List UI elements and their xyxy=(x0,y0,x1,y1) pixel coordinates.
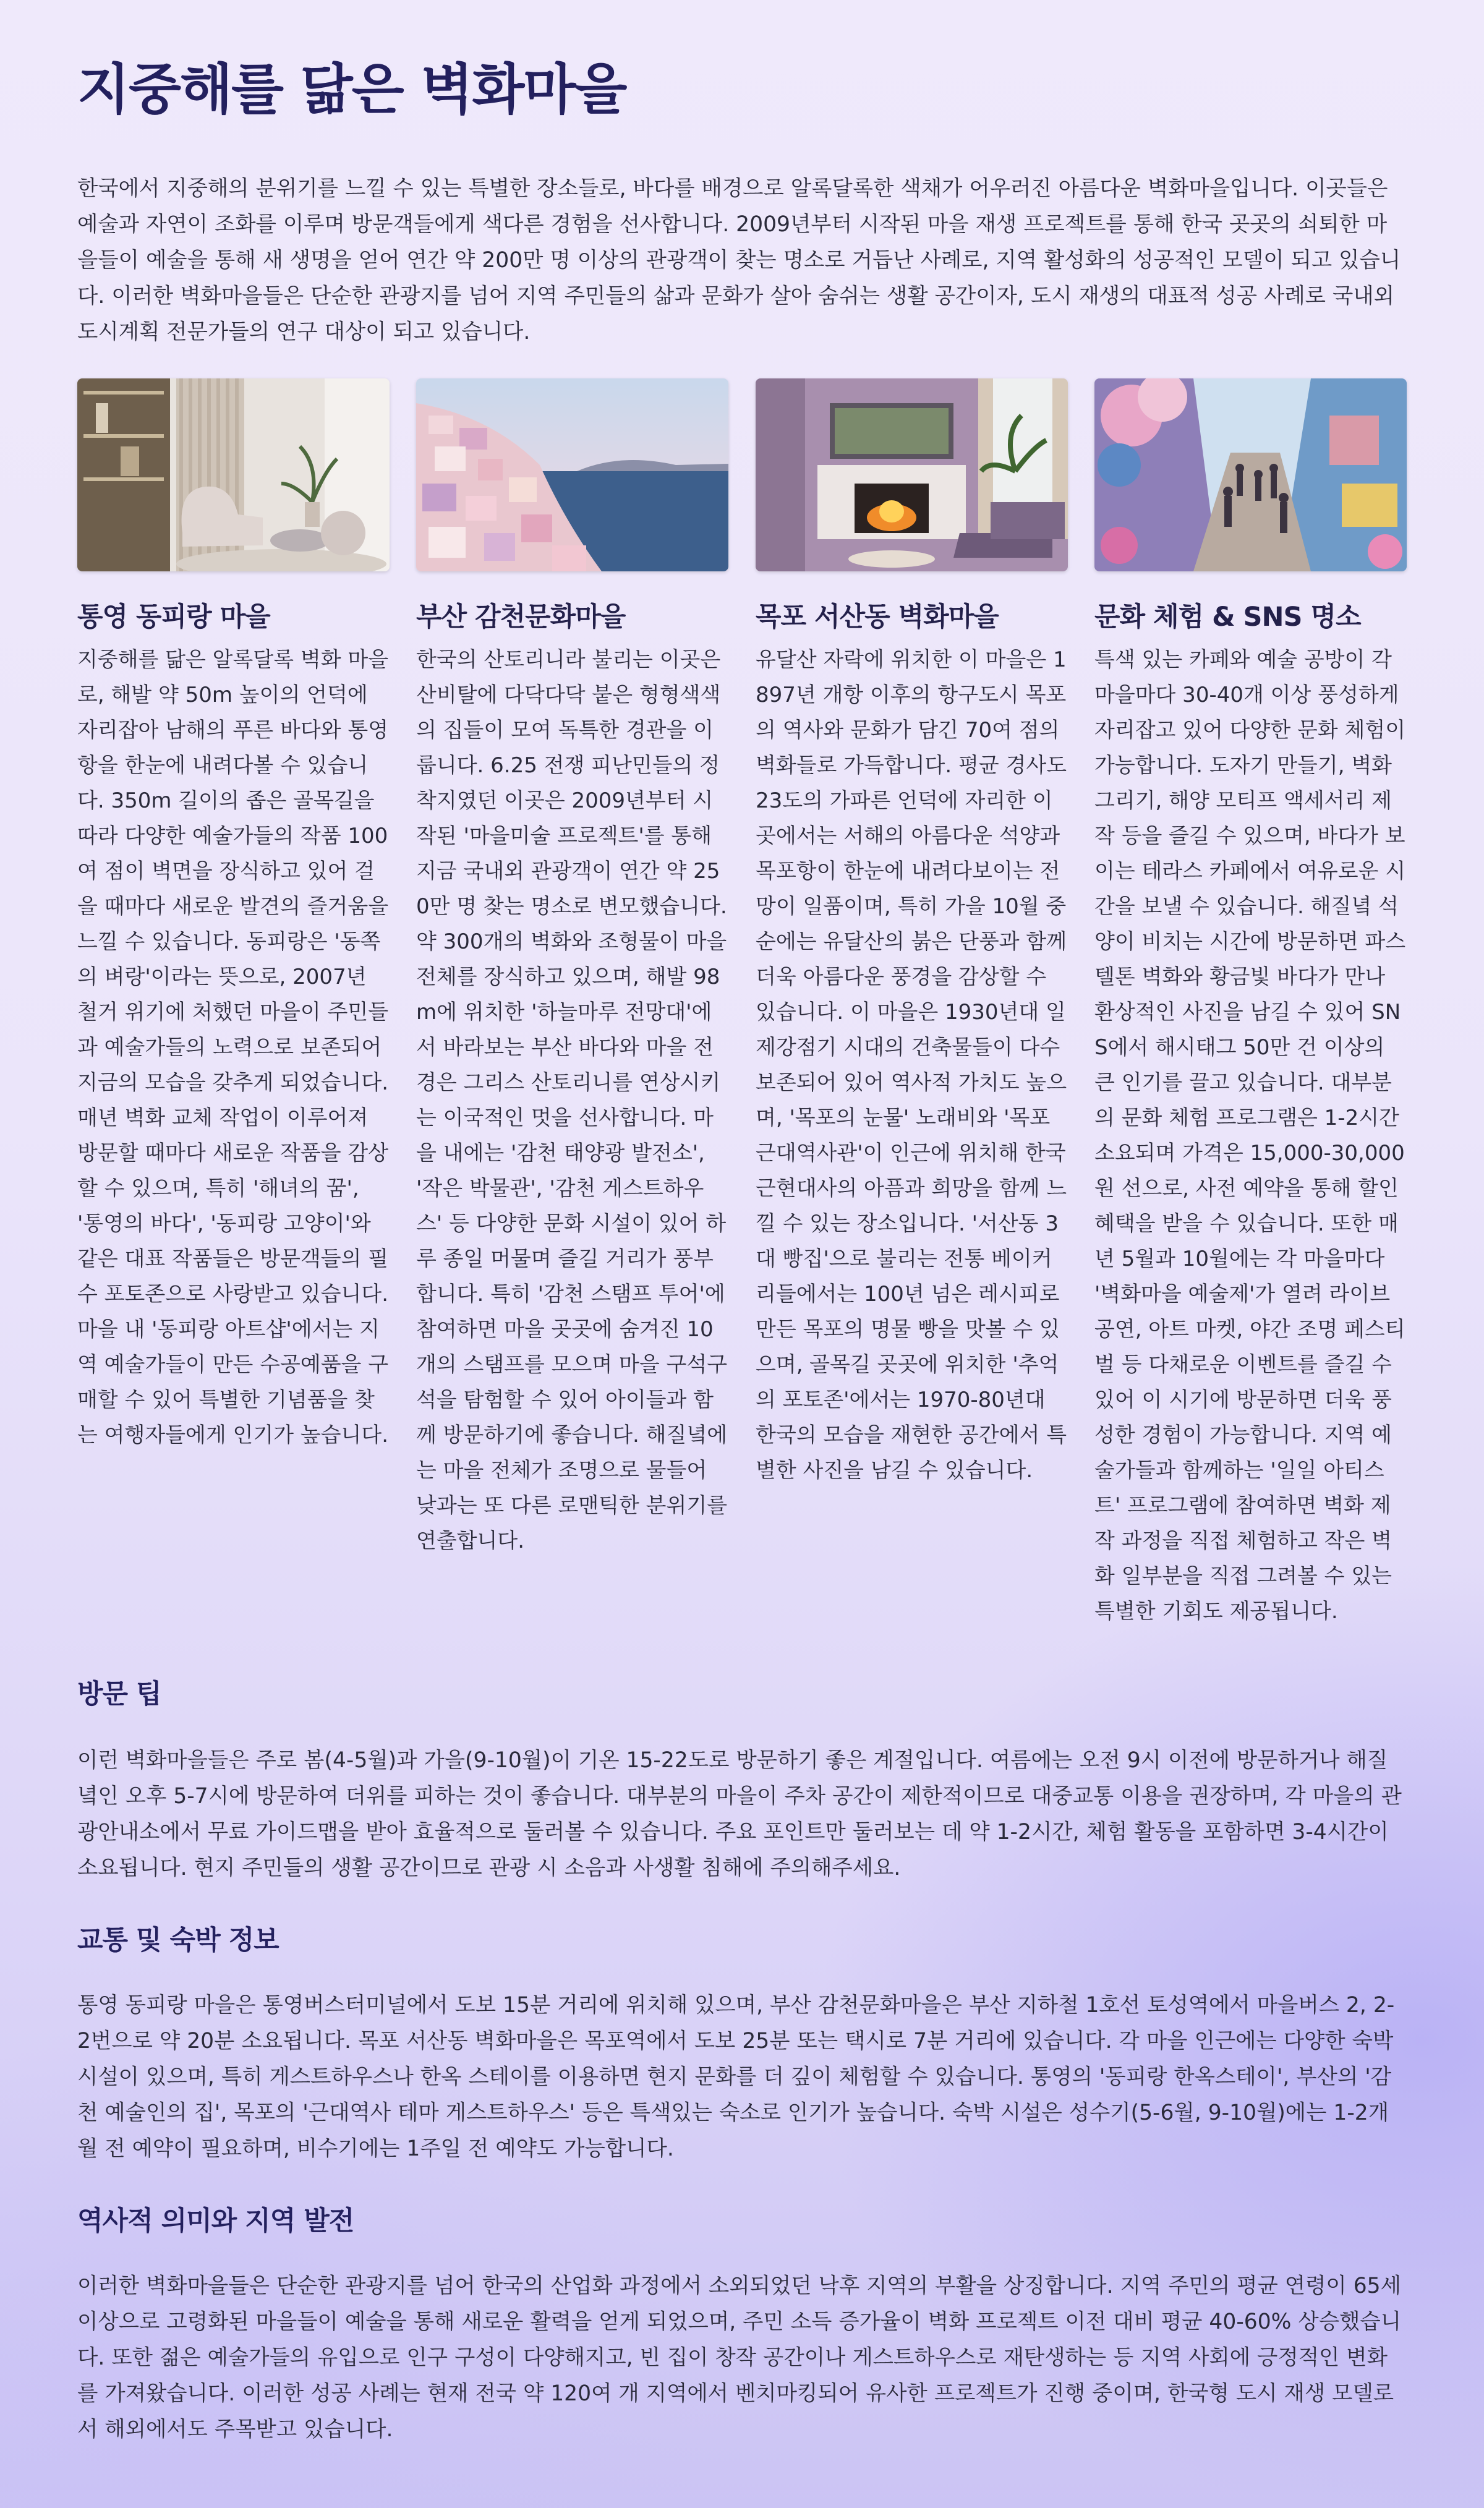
intro-paragraph: 한국에서 지중해의 분위기를 느낄 수 있는 특별한 장소들로, 바다를 배경으로 알록달록한 색채가 어우러진 아름다운 벽화마을입니다. 이곳들은 예술과 자연이 조화를 이루며 방문객들에게 색다른 경험을 선사합니다. 2009년부터 시작된 마을 재생 프로젝트를 통해 한국 곳곳의 쇠퇴한 마을들이 예술을 통해 새 생명을 얻어 연간 약 200만 명 이상의 관광객이 찾는 명소로 거듭난 사례로, 지역 활성화의 성공적인 모델이 되고 있습니다. 이러한 벽화마을들은 단순한 관광지를 넘어 지역 주민들의 삶과 문화가 살아 숨쉬는 생활 공간이자, 도시 재생의 대표적 성공 사례로 국내외 도시계획 전문가들의 연구 대상이 되고 있습니다. xyxy=(77,176,1401,344)
hillside-village-image xyxy=(416,378,728,571)
section-heading: 방문 팁 xyxy=(77,1679,161,1710)
interior-room-image xyxy=(77,378,390,571)
section-heading: 역사적 의미와 지역 발전 xyxy=(77,2206,354,2237)
village-heading: 통영 동피랑 마을 xyxy=(77,602,270,633)
village-heading: 문화 체험 & SNS 명소 xyxy=(1094,602,1361,633)
section-body: 이런 벽화마을들은 주로 봄(4-5월)과 가을(9-10월)이 기온 15-22도로 방문하기 좋은 계절입니다. 여름에는 오전 9시 이전에 방문하거나 해질녘인 오후 5-7시에 방문하여 더위를 피하는 것이 좋습니다. 대부분의 마을이 주차 공간이 제한적이므로 대중교통 이용을 권장하며, 각 마을의 관광안내소에서 무료 가이드맵을 받아 효율적으로 둘러볼 수 있습니다. 주요 포인트만 둘러보는 데 약 1-2시간, 체험 활동을 포함하면 3-4시간이 소요됩니다. 현지 주민들의 생활 공간이므로 관광 시 소음과 사생활 침해에 주의해주세요. xyxy=(77,1748,1402,1880)
village-heading: 부산 감천문화마을 xyxy=(416,602,626,633)
village-description: 특색 있는 카페와 예술 공방이 각 마을마다 30-40개 이상 풍성하게 자리잡고 있어 다양한 문화 체험이 가능합니다. 도자기 만들기, 벽화 그리기, 해양 모티프 액세서리 제작 등을 즐길 수 있으며, 바다가 보이는 테라스 카페에서 여유로운 시간을 보낼 수 있습니다. 해질녘 석양이 비치는 시간에 방문하면 파스텔톤 벽화와 황금빛 바다가 만나 환상적인 사진을 남길 수 있어 SNS에서 해시태그 50만 건 이상의 큰 인기를 끌고 있습니다. 대부분의 문화 체험 프로그램은 1-2시간 소요되며 가격은 15,000-30,000원 선으로, 사전 예약을 통해 할인 혜택을 받을 수 있습니다. 또한 매년 5월과 10월에는 각 마을마다 '벽화마을 예술제'가 열려 라이브 공연, 아트 마켓, 야간 조명 페스티벌 등 다채로운 이벤트를 즐길 수 있어 이 시기에 방문하면 더욱 풍성한 경험이 가능합니다. 지역 예술가들과 함께하는 '일일 아티스트' 프로그램에 참여하면 벽화 제작 과정을 직접 체험하고 작은 벽화 일부분을 직접 그려볼 수 있는 특별한 기회도 제공됩니다. xyxy=(1094,647,1406,1624)
section-body: 이러한 벽화마을들은 단순한 관광지를 넘어 한국의 산업화 과정에서 소외되었던 낙후 지역의 부활을 상징합니다. 지역 주민의 평균 연령이 65세 이상으로 고령화된 마을들이 예술을 통해 새로운 활력을 얻게 되었으며, 주민 소득 증가율이 벽화 프로젝트 이전 대비 평균 40-60% 상승했습니다. 또한 젊은 예술가들의 유입으로 인구 구성이 다양해지고, 빈 집이 창작 공간이나 게스트하우스로 재탄생하는 등 지역 사회에 긍정적인 변화를 가져왔습니다. 이러한 성공 사례는 현재 전국 약 120여 개 지역에서 벤치마킹되어 유사한 프로젝트가 진행 중이며, 한국형 도시 재생 모델로서 해외에서도 주목받고 있습니다. xyxy=(77,2274,1402,2442)
mural-alley-image xyxy=(1094,378,1407,571)
section-heading: 교통 및 숙박 정보 xyxy=(77,1925,279,1956)
village-description: 한국의 산토리니라 불리는 이곳은 산비탈에 다닥다닥 붙은 형형색색의 집들이 모여 독특한 경관을 이룹니다. 6.25 전쟁 피난민들의 정착지였던 이곳은 2009년부터 시작된 '마을미술 프로젝트'를 통해 지금 국내외 관광객이 연간 약 250만 명 찾는 명소로 변모했습니다. 약 300개의 벽화와 조형물이 마을 전체를 장식하고 있으며, 해발 98m에 위치한 '하늘마루 전망대'에서 바라보는 부산 바다와 마을 전경은 그리스 산토리니를 연상시키는 이국적인 멋을 선사합니다. 마을 내에는 '감천 태양광 발전소', '작은 박물관', '감천 게스트하우스' 등 다양한 문화 시설이 있어 하루 종일 머물며 즐길 거리가 풍부합니다. 특히 '감천 스탬프 투어'에 참여하면 마을 곳곳에 숨겨진 10개의 스탬프를 모으며 마을 구석구석을 탐험할 수 있어 아이들과 함께 방문하기에 좋습니다. 해질녘에는 마을 전체가 조명으로 물들어 낮과는 또 다른 로맨틱한 분위기를 연출합니다. xyxy=(416,647,728,1553)
village-card-mokpo xyxy=(756,378,1068,1483)
village-card-gamcheon xyxy=(416,378,728,1553)
fireplace-living-room-image xyxy=(756,378,1068,571)
section-body: 통영 동피랑 마을은 통영버스터미널에서 도보 15분 거리에 위치해 있으며, 부산 감천문화마을은 부산 지하철 1호선 토성역에서 마을버스 2, 2-2번으로 약 20분 소요됩니다. 목포 서산동 벽화마을은 목포역에서 도보 25분 또는 택시로 7분 거리에 있습니다. 각 마을 인근에는 다양한 숙박 시설이 있으며, 특히 게스트하우스나 한옥 스테이를 이용하면 현지 문화를 더 깊이 체험할 수 있습니다. 통영의 '동피랑 한옥스테이', 부산의 '감천 예술인의 집', 목포의 '근대역사 테마 게스트하우스' 등은 특색있는 숙소로 인기가 높습니다. 숙박 시설은 성수기(5-6월, 9-10월)에는 1-2개월 전 예약이 필요하며, 비수기에는 1주일 전 예약도 가능합니다. xyxy=(77,1993,1395,2161)
village-description: 유달산 자락에 위치한 이 마을은 1897년 개항 이후의 항구도시 목포의 역사와 문화가 담긴 70여 점의 벽화들로 가득합니다. 평균 경사도 23도의 가파른 언덕에 자리한 이곳에서는 서해의 아름다운 석양과 목포항이 한눈에 내려다보이는 전망이 일품이며, 특히 가을 10월 중순에는 유달산의 붉은 단풍과 함께 더욱 아름다운 풍경을 감상할 수 있습니다. 이 마을은 1930년대 일제강점기 시대의 건축물들이 다수 보존되어 있어 역사적 가치도 높으며, '목포의 눈물' 노래비와 '목포 근대역사관'이 인근에 위치해 한국 근현대사의 아픔과 희망을 함께 느낄 수 있는 장소입니다. '서산동 3대 빵집'으로 불리는 전통 베이커리들에서는 100년 넘은 레시피로 만든 목포의 명물 빵을 맛볼 수 있으며, 골목길 곳곳에 위치한 '추억의 포토존'에서는 1970-80년대 한국의 모습을 재현한 공간에서 특별한 사진을 남길 수 있습니다. xyxy=(756,647,1067,1483)
village-description: 지중해를 닮은 알록달록 벽화 마을로, 해발 약 50m 높이의 언덕에 자리잡아 남해의 푸른 바다와 통영항을 한눈에 내려다볼 수 있습니다. 350m 길이의 좁은 골목길을 따라 다양한 예술가들의 작품 100여 점이 벽면을 장식하고 있어 걸을 때마다 새로운 발견의 즐거움을 느낄 수 있습니다. 동피랑은 '동쪽의 벼랑'이라는 뜻으로, 2007년 철거 위기에 처했던 마을이 주민들과 예술가들의 노력으로 보존되어 지금의 모습을 갖추게 되었습니다. 매년 벽화 교체 작업이 이루어져 방문할 때마다 새로운 작품을 감상할 수 있으며, 특히 '해녀의 꿈', '통영의 바다', '동피랑 고양이'와 같은 대표 작품들은 방문객들의 필수 포토존으로 사랑받고 있습니다. 마을 내 '동피랑 아트샵'에서는 지역 예술가들이 만든 수공예품을 구매할 수 있어 특별한 기념품을 찾는 여행자들에게 인기가 높습니다. xyxy=(77,647,389,1448)
village-heading: 목포 서산동 벽화마을 xyxy=(756,602,999,633)
village-card-culture xyxy=(1094,378,1407,1624)
page-title: 지중해를 닮은 벽화마을 xyxy=(77,58,626,121)
village-card-tongyeong xyxy=(77,378,390,1448)
